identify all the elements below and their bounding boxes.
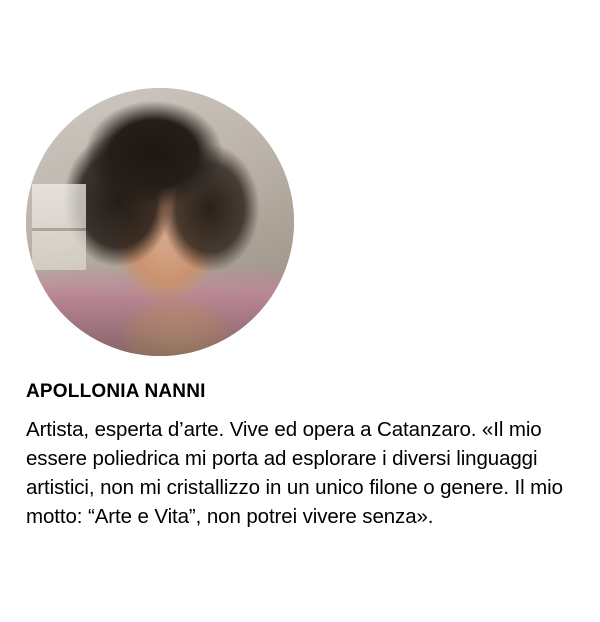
person-bio: Artista, esperta d’arte. Vive ed opera a Catanzaro. «Il mio essere poliedrica mi porta ad esplorare i diversi linguaggi artistici, non mi cristallizzo in un unico filone o genere. Il mio motto: “Arte e Vita”, non potrei vivere senza».: [26, 417, 569, 529]
background-window: [32, 184, 86, 270]
portrait-photo: [26, 88, 294, 356]
person-name: APOLLONIA NANNI: [26, 381, 206, 402]
avatar: [26, 88, 294, 356]
photo-vignette: [26, 286, 294, 356]
profile-card: [26, 88, 582, 531]
